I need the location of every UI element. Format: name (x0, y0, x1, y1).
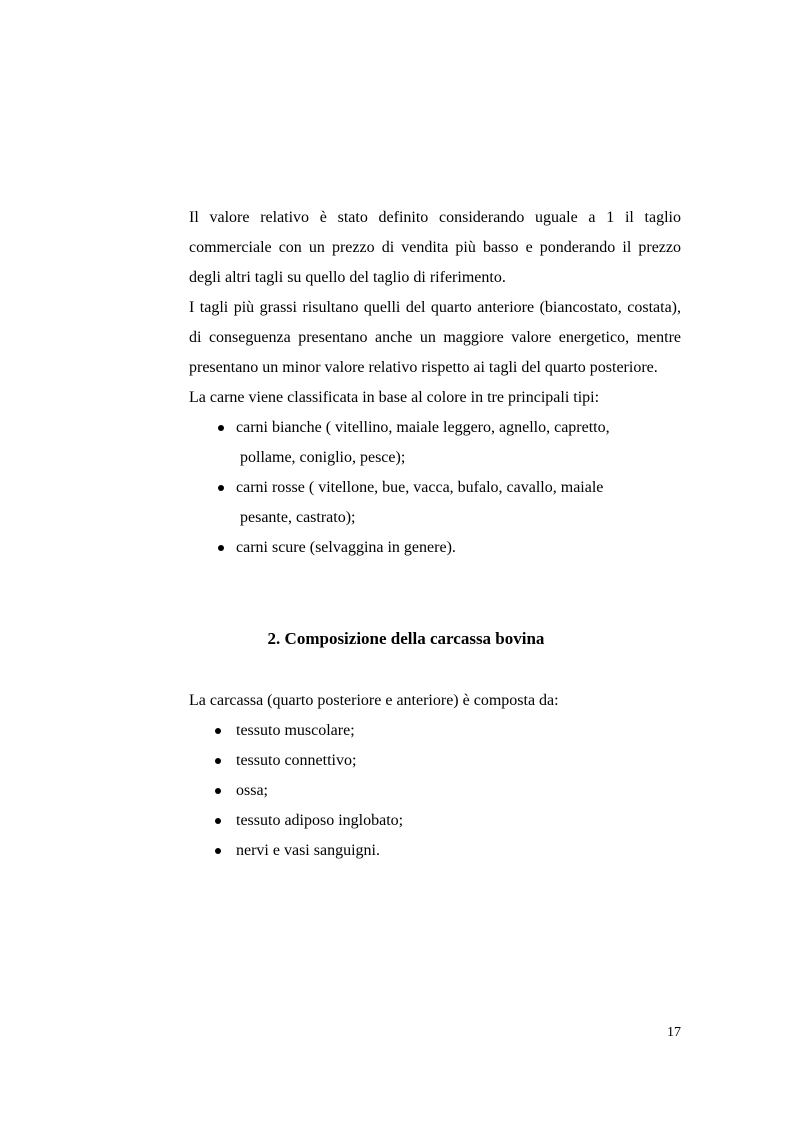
paragraph-classification-intro: La carne viene classificata in base al colore in tre principali tipi: (189, 389, 600, 406)
bullet-icon (215, 758, 221, 764)
paragraph-composition-intro: La carcassa (quarto posteriore e anteriore) è composta da: (189, 692, 559, 709)
composition-block (189, 686, 681, 866)
list-item-text: carni rosse ( vitellone, bue, vacca, bufalo, cavallo, maiale (236, 479, 604, 496)
bullet-icon (215, 818, 221, 824)
list-item-text: tessuto muscolare; (236, 722, 355, 739)
list-item (189, 716, 656, 746)
section-heading: 2. Composizione della carcassa bovina (267, 629, 545, 648)
list-item (189, 746, 656, 776)
list-item-text: carni scure (selvaggina in genere). (236, 539, 456, 556)
list-item (189, 413, 656, 473)
list-item (189, 776, 656, 806)
list-item-continuation: pesante, castrato); (240, 509, 356, 526)
body-text-block (189, 203, 681, 563)
list-item-text: tessuto adiposo inglobato; (236, 812, 404, 829)
list-item (189, 836, 656, 866)
list-item-text: ossa; (236, 782, 268, 799)
meat-types-list (189, 413, 681, 563)
page-number: 17 (667, 1025, 681, 1040)
list-item (189, 533, 656, 563)
bullet-icon (215, 848, 221, 854)
bullet-icon (218, 545, 224, 551)
bullet-icon (218, 425, 224, 431)
list-item-text: tessuto connettivo; (236, 752, 357, 769)
bullet-icon (215, 788, 221, 794)
bullet-icon (215, 728, 221, 734)
list-item (189, 806, 656, 836)
paragraph-relative-value: Il valore relativo è stato definito considerando uguale a 1 il taglio commerciale con un prezzo di vendita più basso e ponderando il prezzo degli altri tagli su quello del taglio di riferimento. (189, 209, 681, 286)
list-item (189, 473, 656, 533)
list-item-text: carni bianche ( vitellino, maiale leggero, agnello, capretto, (236, 419, 610, 436)
list-item-continuation: pollame, coniglio, pesce); (240, 449, 406, 466)
paragraph-fatty-cuts: I tagli più grassi risultano quelli del quarto anteriore (biancostato, costata), di conseguenza presentano anche un maggiore valore energetico, mentre presentano un minor valore relativo rispetto ai tagli del quarto posteriore. (189, 299, 681, 376)
composition-list (189, 716, 681, 866)
bullet-icon (218, 485, 224, 491)
list-item-text: nervi e vasi sanguigni. (236, 842, 380, 859)
